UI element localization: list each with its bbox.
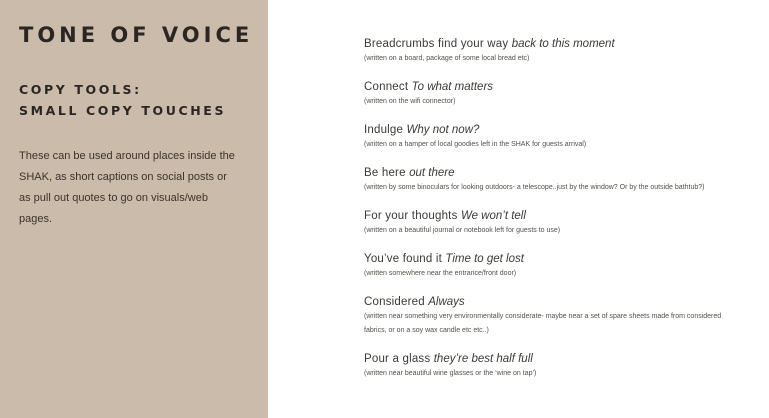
- phrase-emphasis: Always: [428, 296, 465, 308]
- placement-note: (written on the wifi connector): [364, 98, 456, 105]
- placement-note: (written on a hamper of local goodies left in the SHAK for guests arrival): [364, 141, 587, 148]
- phrase-emphasis: back to this moment: [511, 38, 615, 50]
- phrase-emphasis: Why not now?: [406, 124, 480, 136]
- copy-entry: [364, 209, 769, 238]
- phrase-lead: Considered: [364, 296, 429, 308]
- copy-phrase: [364, 295, 769, 310]
- copy-phrase: [364, 80, 769, 95]
- copy-phrase: [364, 209, 769, 224]
- phrase-lead: You’ve found it: [364, 253, 446, 265]
- phrase-emphasis: Time to get lost: [445, 253, 524, 265]
- copy-entry: [364, 80, 769, 109]
- copy-entry: [364, 295, 769, 338]
- copy-entry: [364, 352, 769, 381]
- phrase-lead: Indulge: [364, 124, 407, 136]
- left-panel: [0, 0, 268, 418]
- phrase-lead: Breadcrumbs find your way: [364, 38, 512, 50]
- page-title: TONE OF VOICE: [19, 23, 254, 47]
- copy-phrase: [364, 166, 769, 181]
- subtitle-line-1: COPY TOOLS:: [19, 82, 142, 97]
- copy-phrase: [364, 352, 769, 367]
- copy-phrase: [364, 123, 769, 138]
- copy-list: [268, 0, 769, 418]
- placement-note: (written near something very environmentally considerate- maybe near a set of spare sheets made from considered fabrics, or on a soy wax candle etc etc..): [364, 313, 722, 334]
- copy-entry: [364, 252, 769, 281]
- phrase-emphasis: they’re best half full: [433, 353, 533, 365]
- phrase-emphasis: out there: [409, 167, 455, 179]
- copy-entry: [364, 123, 769, 152]
- phrase-lead: Pour a glass: [364, 353, 434, 365]
- placement-note: (written by some binoculars for looking outdoors- a telescope..just by the window? Or by the outside bathtub?): [364, 184, 705, 191]
- subtitle-line-2: SMALL COPY TOUCHES: [19, 103, 227, 118]
- copy-phrase: [364, 252, 769, 267]
- copy-phrase: [364, 37, 769, 52]
- placement-note: (written near beautiful wine glasses or the ‘wine on tap’): [364, 370, 537, 377]
- phrase-emphasis: To what matters: [411, 81, 494, 93]
- phrase-lead: For your thoughts: [364, 210, 461, 222]
- placement-note: (written on a board, package of some local bread etc): [364, 55, 530, 62]
- section-subtitle: [19, 79, 250, 121]
- phrase-lead: Be here: [364, 167, 410, 179]
- copy-entry: [364, 166, 769, 195]
- phrase-lead: Connect: [364, 81, 412, 93]
- section-description: These can be used around places inside the SHAK, as short captions on social posts or as pull out quotes to go on visuals/web pages.: [19, 150, 235, 225]
- phrase-emphasis: We won’t tell: [460, 210, 526, 222]
- copy-entry: [364, 37, 769, 66]
- placement-note: (written somewhere near the entrance/front door): [364, 270, 517, 277]
- placement-note: (written on a beautiful journal or notebook left for guests to use): [364, 227, 561, 234]
